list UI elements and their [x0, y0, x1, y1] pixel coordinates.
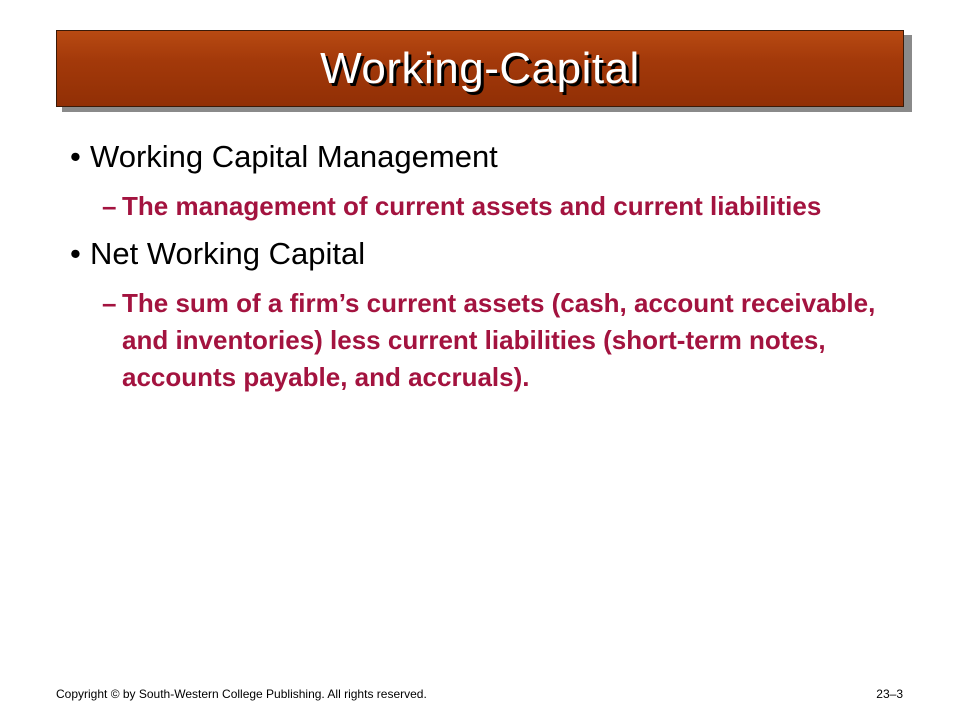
bullet-label: Working Capital Management — [90, 139, 498, 174]
footer-copyright: Copyright © by South-Western College Publishing. All rights reserved. — [56, 687, 427, 701]
title-bar — [56, 30, 904, 107]
bullet-item — [70, 138, 910, 176]
slide-content — [70, 138, 910, 396]
bullet-label: Net Working Capital — [90, 236, 366, 271]
dash-icon: – — [102, 288, 117, 318]
bullet-icon: • — [70, 236, 81, 271]
bullet-icon: • — [70, 139, 81, 174]
slide-title: Working-Capital — [320, 43, 640, 93]
sub-item — [102, 188, 910, 225]
footer-page-number: 23–3 — [876, 687, 903, 701]
bullet-item — [70, 235, 910, 273]
sub-item-text: The sum of a firm’s current assets (cash, account receivable, and inventories) less current liabilities (short-term notes, accounts payable, and accruals). — [122, 288, 876, 392]
sub-item-text: The management of current assets and current liabilities — [122, 191, 822, 221]
dash-icon: – — [102, 191, 117, 221]
sub-item — [102, 285, 910, 396]
